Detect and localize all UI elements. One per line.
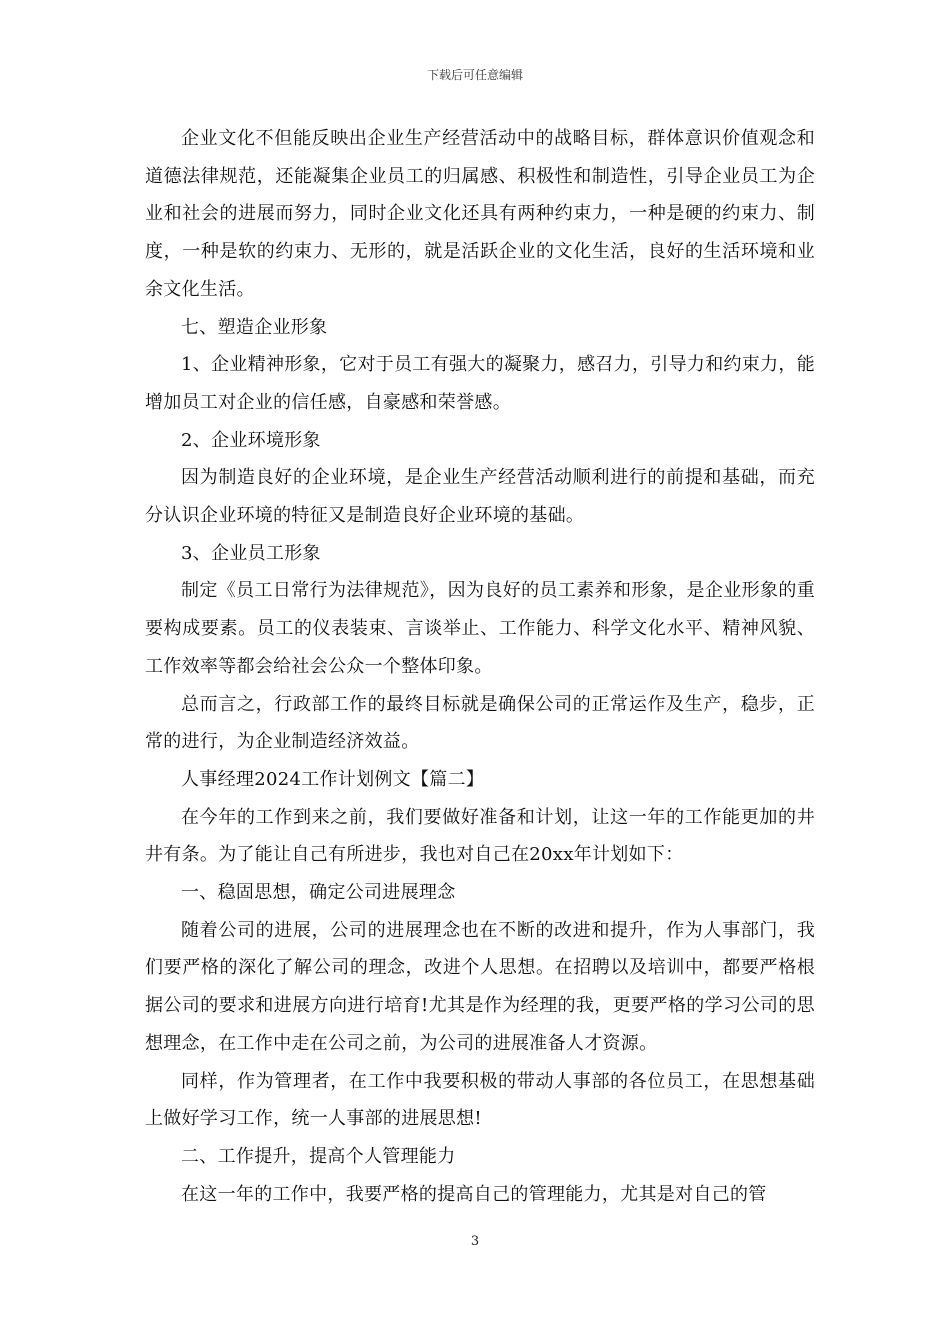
heading-management-ability: 二、工作提升，提高个人管理能力 (181, 1145, 456, 1167)
paragraph-team-leadership: 同样，作为管理者，在工作中我要积极的带动人事部的各位员工，在思想基础上做好学习工作，统一人事部的进展思想! (145, 1070, 815, 1130)
paragraph-environment: 因为制造良好的企业环境，是企业生产经营活动顺利进行的前提和基础，而充分认识企业环境的特征又是制造良好企业环境的基础。 (145, 467, 815, 527)
paragraph-spirit-image: 1、企业精神形象，它对于员工有强大的凝聚力，感召力，引导力和约束力，能增加员工对企业的信任感，自豪感和荣誉感。 (145, 354, 815, 413)
paragraph-company-philosophy: 随着公司的进展，公司的进展理念也在不断的改进和提升，作为人事部门，我们要严格的深化了解公司的理念，改进个人思想。在招聘以及培训中，都要严格根据公司的要求和进展方向进行培育!尤其是作为经理的我，更要严格的学习公司的思想理念，在工作中走在公司之前，为公司的进展准备人才资源。 (145, 919, 815, 1054)
paragraph-intro-plan: 在今年的工作到来之前，我们要做好准备和计划，让这一年的工作能更加的井井有条。为了能让自己有所进步，我也对自己在20xx年计划如下： (145, 806, 815, 866)
document-body (145, 120, 815, 1213)
paragraph-management-improvement: 在这一年的工作中，我要严格的提高自己的管理能力，尤其是对自己的管 (181, 1183, 767, 1205)
section-title-part-two: 人事经理2024工作计划例文【篇二】 (181, 768, 485, 790)
heading-environment-image: 2、企业环境形象 (181, 429, 321, 451)
page-header: 下载后可任意编辑 (426, 68, 523, 82)
paragraph-corporate-culture: 企业文化不但能反映出企业生产经营活动中的战略目标，群体意识价值观念和道德法律规范，还能凝集企业员工的归属感、积极性和制造性，引导企业员工为企业和社会的进展而努力，同时企业文化还具有两种约束力，一种是硬的约束力、制度，一种是软的约束力、无形的，就是活跃企业的文化生活，良好的生活环境和业余文化生活。 (145, 128, 815, 300)
heading-stabilize-thinking: 一、稳固思想，确定公司进展理念 (181, 882, 456, 904)
page-number: 3 (470, 1234, 480, 1249)
heading-shape-corporate-image: 七、塑造企业形象 (181, 316, 328, 338)
paragraph-summary: 总而言之，行政部工作的最终目标就是确保公司的正常运作及生产，稳步，正常的进行，为企业制造经济效益。 (145, 693, 815, 753)
heading-employee-image: 3、企业员工形象 (181, 542, 321, 564)
paragraph-employee-norms: 制定《员工日常行为法律规范》，因为良好的员工素养和形象，是企业形象的重要构成要素。员工的仪表装束、言谈举止、工作能力、科学文化水平、精神风貌、工作效率等都会给社会公众一个整体印象。 (145, 580, 815, 677)
